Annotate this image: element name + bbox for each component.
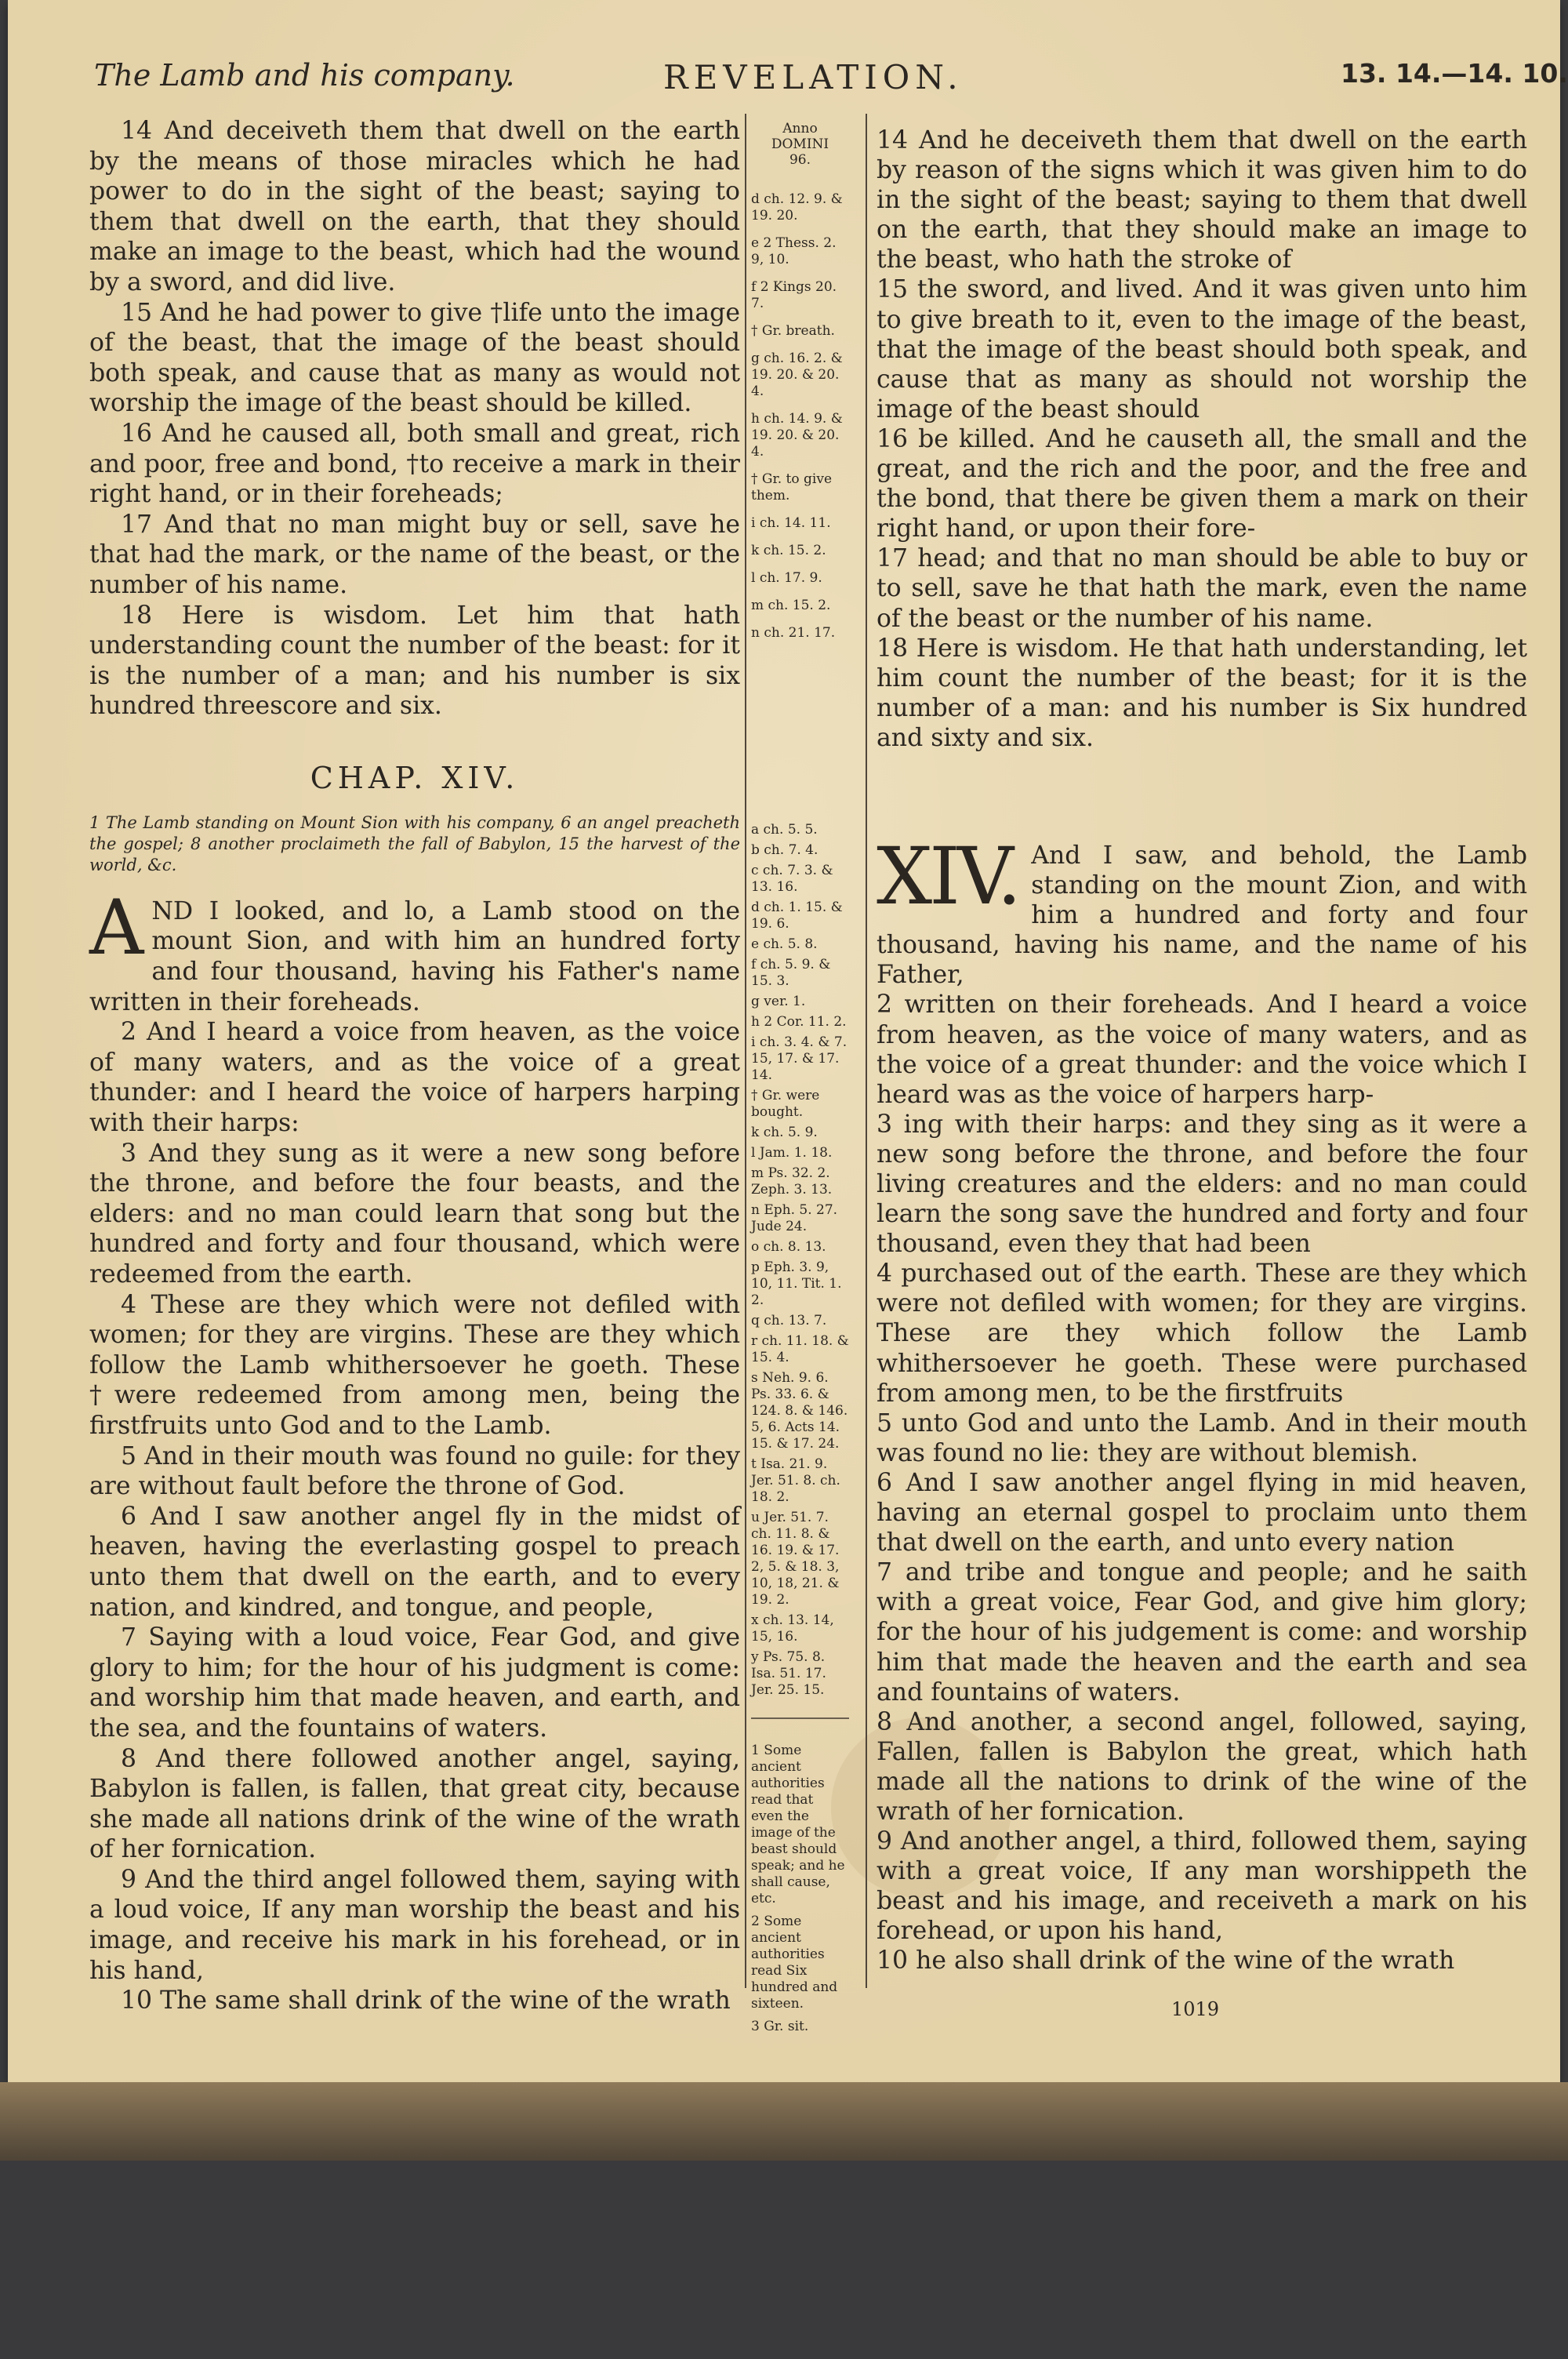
authorized-version-column — [89, 116, 740, 2016]
cross-reference: l Jam. 1. 18. — [751, 1145, 833, 1161]
cross-reference: u Jer. 51. 7. ch. 11. 8. & 16. 19. & 17. 2, 5. & 18. 3, 10, 18, 21. & 19. 2. — [751, 1510, 840, 1608]
cross-reference: e ch. 5. 8. — [751, 936, 818, 952]
cross-reference: a ch. 5. 5. — [751, 822, 818, 838]
cross-reference: n ch. 21. 17. — [751, 625, 836, 641]
verse-first — [877, 830, 1527, 990]
cross-reference: e 2 Thess. 2. 9, 10. — [751, 235, 837, 267]
cross-reference: i ch. 14. 11. — [751, 515, 831, 531]
verse: 5 And in their mouth was found no guile: for they are without fault before the throne of God. — [89, 1441, 740, 1501]
verse: 16 And he caused all, both small and great, rich and poor, free and bond, †to receive a mark in their right hand, or in their foreheads; — [89, 419, 740, 509]
revised-version-column — [877, 125, 1527, 1976]
footnote-rule — [751, 1717, 849, 1719]
cross-reference: d ch. 12. 9. & 19. 20. — [751, 191, 843, 224]
cross-reference: x ch. 13. 14, 15, 16. — [751, 1612, 834, 1645]
cross-reference: g ch. 16. 2. & 19. 20. & 20. 4. — [751, 351, 843, 399]
cross-reference: l ch. 17. 9. — [751, 570, 822, 586]
verse-first — [89, 883, 740, 1017]
cross-reference: k ch. 5. 9. — [751, 1125, 818, 1140]
verse: 6 And I saw another angel flying in mid heaven, having an eternal gospel to proclaim unto them that dwell on the earth, and unto every nation — [877, 1468, 1527, 1558]
cross-reference: h ch. 14. 9. & 19. 20. & 20. 4. — [751, 411, 843, 460]
reference-margin — [751, 121, 849, 2041]
verse: 9 And another angel, a third, followed them, saying with a great voice, If any man worshippeth the beast and his image, and receiveth a mark on his forehead, or upon his hand, — [877, 1827, 1527, 1946]
verse: 14 And he deceiveth them that dwell on the earth by reason of the signs which it was given him to do in the sight of the beast; saying to them that dwell on the earth, that they should make an image to the beast, who hath the stroke of — [877, 126, 1527, 274]
cross-reference: b ch. 7. 4. — [751, 842, 818, 858]
verse: 3 And they sung as it were a new song before the throne, and before the four beasts, and the elders: and no man could learn that song but the hundred and forty and four thousand, which were redeemed from the earth. — [89, 1139, 740, 1289]
verse: 15 the sword, and lived. And it was given unto him to give breath to it, even to the image of the beast, that the image of the beast should both speak, and cause that as many as should not worship the image of the beast should — [877, 275, 1527, 423]
cross-reference: c ch. 7. 3. & 13. 16. — [751, 863, 833, 895]
cross-reference: k ch. 15. 2. — [751, 543, 826, 558]
column-rule-left — [745, 114, 746, 1988]
book-edge — [0, 2082, 1568, 2161]
verse: 17 And that no man might buy or sell, save he that had the mark, or the name of the beast, or the number of his name. — [89, 510, 740, 599]
verse: 18 Here is wisdom. Let him that hath understanding count the number of the beast: for it is the number of a man; and his number is six hundred threescore and six. — [89, 601, 740, 721]
verse-text: And I saw, and behold, the Lamb standing on the mount Zion, and with him a hundred and forty and four thousand, having his name, and the name of his Father, — [877, 841, 1527, 990]
bible-page — [8, 0, 1568, 2082]
verse: 14 And deceiveth them that dwell on the earth by the means of those miracles which he had power to do in the sight of the beast; saying to them that dwell on the earth, that they should make an image to the beast, which had the wound by a sword, and did live. — [89, 117, 740, 296]
cross-reference: t Isa. 21. 9. Jer. 51. 8. ch. 18. 2. — [751, 1456, 840, 1505]
cross-reference: † Gr. breath. — [751, 323, 835, 339]
cross-reference: d ch. 1. 15. & 19. 6. — [751, 900, 843, 932]
chapter-title: CHAP. XIV. — [310, 760, 520, 795]
verse: 10 The same shall drink of the wine of the wrath — [121, 1986, 731, 2016]
footnote: 1 Some ancient authorities read that even the image of the beast should speak; and he shall cause, etc. — [751, 1743, 845, 1906]
cross-reference: s Neh. 9. 6. Ps. 33. 6. & 124. 8. & 146. 5, 6. Acts 14. 15. & 17. 24. — [751, 1370, 848, 1452]
verse: 10 he also shall drink of the wine of the wrath — [877, 1946, 1455, 1976]
verse: 16 be killed. And he causeth all, the small and the great, and the rich and the poor, and the free and the bond, that there be given them a mark on their right hand, or upon their fore- — [877, 424, 1527, 543]
cross-reference: f 2 Kings 20. 7. — [751, 279, 837, 311]
verse: 3 ing with their harps: and they sing as it were a new song before the throne, and before the four living creatures and the elders: and no man could learn the song save the hundred and forty and four thousand, even they that had been — [877, 1110, 1527, 1259]
cross-reference: y Ps. 75. 8. Isa. 51. 17. Jer. 25. 15. — [751, 1649, 826, 1698]
chapter-summary: 1 The Lamb standing on Mount Sion with his company, 6 an angel preacheth the gospel; 8 another proclaimeth the fall of Babylon, 15 the harvest of the world, &c. — [89, 812, 740, 874]
cross-reference: n Eph. 5. 27. Jude 24. — [751, 1202, 838, 1234]
cross-reference: † Gr. were bought. — [751, 1088, 820, 1120]
verse: 15 And he had power to give †life unto the image of the beast, that the image of the beast should both speak, and cause that as many as would not worship the image of the beast should be killed. — [89, 298, 740, 418]
cross-reference: † Gr. to give them. — [751, 471, 833, 503]
verse: 18 Here is wisdom. He that hath understanding, let him count the number of the beast; for it is the number of a man: and his number is Six hundred and sixty and six. — [877, 634, 1527, 752]
verse: 2 written on their foreheads. And I heard a voice from heaven, as the voice of many waters, and as the voice of a great thunder: and the voice which I heard was as the voice of harpers harp- — [877, 990, 1527, 1109]
chapter-numeral: XIV. — [877, 830, 1019, 922]
verse: 6 And I saw another angel fly in the midst of heaven, having the everlasting gospel to preach unto them that dwell on the earth, and to every nation, and kindred, and tongue, and people, — [89, 1502, 740, 1622]
footnote: 2 Some ancient authorities read Six hundred and sixteen. — [751, 1914, 838, 2012]
cross-reference: m Ps. 32. 2. Zeph. 3. 13. — [751, 1165, 833, 1198]
verse: 5 unto God and unto the Lamb. And in their mouth was found no lie: they are without blemish. — [877, 1408, 1527, 1467]
verse: 9 And the third angel followed them, saying with a loud voice, If any man worship the beast and his image, and receive his mark in his forehead, or in his hand, — [89, 1865, 740, 1985]
verse: 8 And another, a second angel, followed, saying, Fallen, fallen is Babylon the great, which hath made all the nations to drink of the wine of the wrath of her fornication. — [877, 1707, 1527, 1826]
cross-reference: g ver. 1. — [751, 994, 806, 1009]
verse: 4 purchased out of the earth. These are they which were not defiled with women; for they are virgins. These are they which follow the Lamb whithersoever he goeth. These were purchased from among men, to be the firstfruits — [877, 1259, 1527, 1408]
footnote: 3 Gr. sit. — [751, 2019, 809, 2034]
cross-reference: r ch. 11. 18. & 15. 4. — [751, 1333, 849, 1365]
drop-cap: A — [89, 883, 144, 972]
verse: 8 And there followed another angel, saying, Babylon is fallen, is fallen, that great city, because she made all nations drink of the wine of the wrath of her fornication. — [89, 1744, 740, 1864]
running-head-left: The Lamb and his company. — [94, 58, 515, 93]
verse: 7 Saying with a loud voice, Fear God, and give glory to him; for the hour of his judgment is come: and worship him that made heaven, and earth, and the sea, and the fountains of waters. — [89, 1623, 740, 1743]
cross-reference: f ch. 5. 9. & 15. 3. — [751, 957, 831, 989]
cross-reference: i ch. 3. 4. & 7. 15, 17. & 17. 14. — [751, 1034, 848, 1083]
cross-reference: o ch. 8. 13. — [751, 1239, 826, 1255]
verse: 2 And I heard a voice from heaven, as the voice of many waters, and as the voice of a great thunder: and I heard the voice of harpers harping with their harps: — [89, 1018, 740, 1138]
page-number: 1019 — [1171, 1998, 1220, 2020]
verse: 7 and tribe and tongue and people; and he saith with a great voice, Fear God, and give him glory; for the hour of his judgement is come: and worship him that made the heaven and the earth and sea and fountains of waters. — [877, 1558, 1527, 1707]
running-head-book: REVELATION. — [663, 58, 964, 96]
verse: 17 head; and that no man should be able to buy or to sell, save he that hath the mark, even the name of the beast or the number of his name. — [877, 544, 1527, 633]
verse: 4 These are they which were not defiled with women; for they are virgins. These are they which follow the Lamb whithersoever he goeth. These †were redeemed from among men, being the firstfruits unto God and to the Lamb. — [89, 1290, 740, 1440]
cross-reference: p Eph. 3. 9, 10, 11. Tit. 1. 2. — [751, 1259, 842, 1308]
column-rule-right — [866, 114, 867, 1988]
cross-reference: q ch. 13. 7. — [751, 1313, 827, 1329]
verse-text: ND I looked, and lo, a Lamb stood on the mount Sion, and with him an hundred forty and four thousand, having his Father's name written in their foreheads. — [89, 896, 740, 1016]
running-head-verses: 13. 14.—14. 10. — [1341, 58, 1568, 89]
cross-reference: h 2 Cor. 11. 2. — [751, 1014, 847, 1030]
cross-reference: m ch. 15. 2. — [751, 598, 831, 613]
anno-domini: Anno DOMINI 96. — [771, 121, 829, 168]
